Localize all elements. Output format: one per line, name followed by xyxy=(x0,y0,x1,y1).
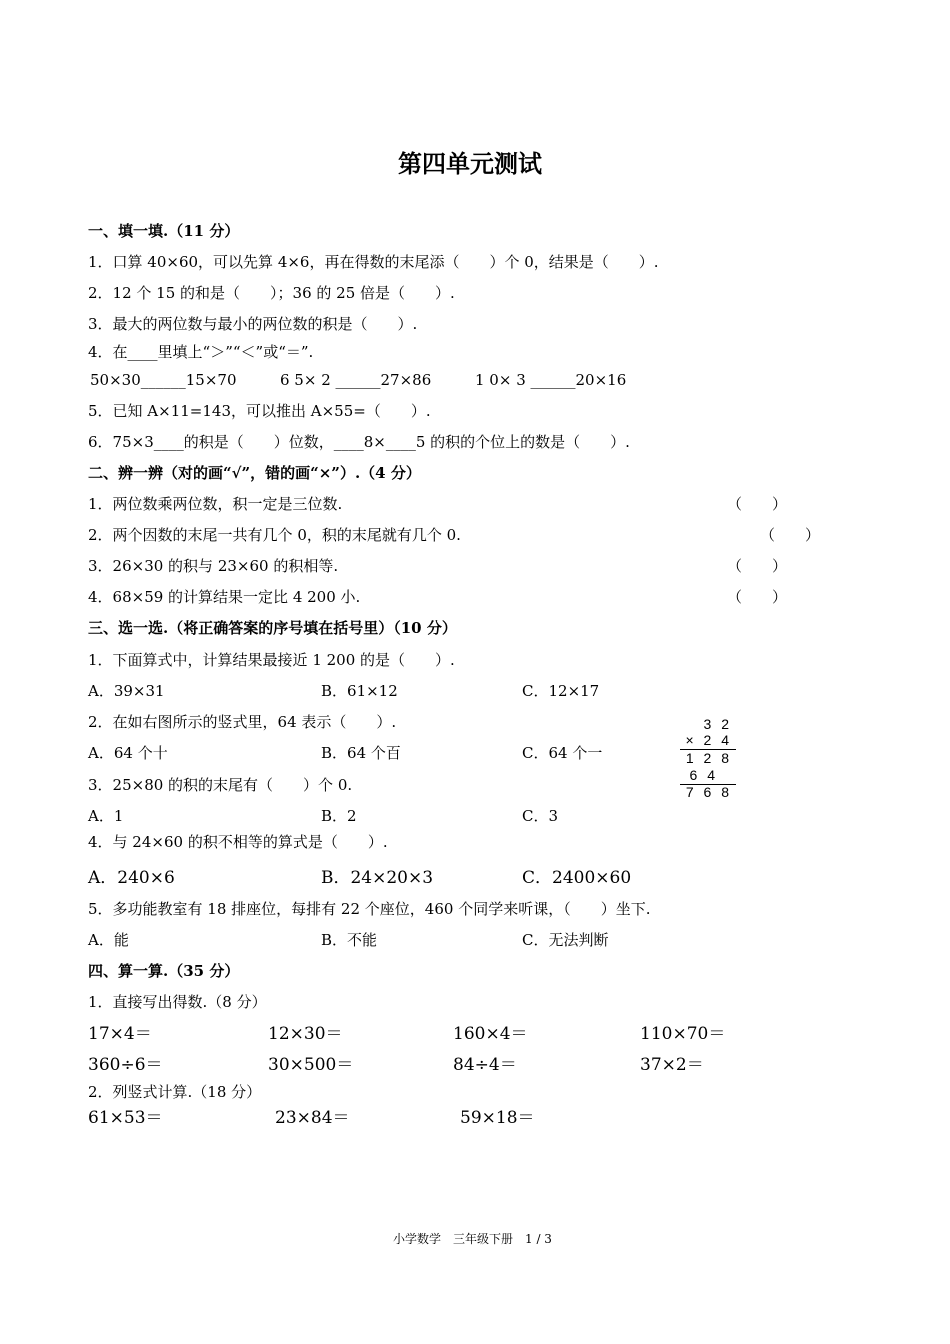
section-3-heading: 三、选一选.（将正确答案的序号填在括号里）（10 分） xyxy=(88,619,457,637)
s3-q4-option-a: A．240×6 xyxy=(88,868,175,888)
s4-q1-r1-c2: 12×30＝ xyxy=(268,1024,343,1044)
s3-q5-option-a: A．能 xyxy=(88,931,129,949)
s4-q2-c2: 23×84＝ xyxy=(275,1108,350,1128)
s4-q1-r1-c1: 17×4＝ xyxy=(88,1024,152,1044)
s3-q3-option-b: B．2 xyxy=(321,807,357,825)
s1-q4-compare-1: 50×30______15×70 xyxy=(90,371,237,389)
vertical-row-1: 3 2 xyxy=(703,716,732,732)
s2-item-3: 3．26×30 的积与 23×60 的积相等. xyxy=(88,557,339,575)
s3-q2-option-b: B．64 个百 xyxy=(321,744,401,762)
s4-q2-c1: 61×53＝ xyxy=(88,1108,163,1128)
s1-question-5: 5．已知 A×11=143，可以推出 A×55=（ ）. xyxy=(88,402,431,420)
s4-question-2: 2．列竖式计算.（18 分） xyxy=(88,1083,262,1101)
s2-item-1: 1．两位数乘两位数，积一定是三位数. xyxy=(88,495,343,513)
s3-q3-option-c: C．3 xyxy=(522,807,559,825)
s4-q1-r2-c1: 360÷6＝ xyxy=(88,1055,163,1075)
s2-bracket-3: （ ） xyxy=(727,557,788,575)
page-footer: 小学数学 三年级下册 1 / 3 xyxy=(393,1232,552,1246)
page-title: 第四单元测试 xyxy=(398,149,542,178)
s3-q5-option-c: C．无法判断 xyxy=(522,931,609,949)
s3-q2-option-c: C．64 个一 xyxy=(522,744,603,762)
s1-question-1: 1．口算 40×60，可以先算 4×6，再在得数的末尾添（ ）个 0，结果是（ ）. xyxy=(88,253,659,271)
s3-q5-option-b: B．不能 xyxy=(321,931,378,949)
s1-question-3: 3．最大的两位数与最小的两位数的积是（ ）. xyxy=(88,315,418,333)
s1-question-4: 4．在____里填上“＞”“＜”或“＝”. xyxy=(88,343,314,361)
s3-question-1: 1．下面算式中，计算结果最接近 1 200 的是（ ）. xyxy=(88,651,455,669)
s4-q1-r2-c2: 30×500＝ xyxy=(268,1055,354,1075)
section-1-heading: 一、填一填.（11 分） xyxy=(88,222,240,240)
s3-question-5: 5．多功能教室有 18 排座位，每排有 22 个座位，460 个同学来听课，（ ）坐下. xyxy=(88,900,651,918)
s4-q2-c3: 59×18＝ xyxy=(460,1108,535,1128)
s3-q1-option-c: C．12×17 xyxy=(522,682,600,700)
vertical-row-2: × 2 4 xyxy=(685,732,732,748)
s4-q1-r2-c4: 37×2＝ xyxy=(640,1055,704,1075)
s2-item-2: 2．两个因数的末尾一共有几个 0，积的末尾就有几个 0. xyxy=(88,526,461,544)
s2-bracket-2: （ ） xyxy=(760,526,821,544)
s1-q4-compare-3: 1 0× 3 ______20×16 xyxy=(475,371,627,389)
section-4-heading: 四、算一算.（35 分） xyxy=(88,962,240,980)
s3-question-2: 2．在如右图所示的竖式里，64 表示（ ）. xyxy=(88,713,397,731)
s3-q1-option-b: B．61×12 xyxy=(321,682,398,700)
s4-q1-r1-c4: 110×70＝ xyxy=(640,1024,726,1044)
s3-q3-option-a: A．1 xyxy=(88,807,124,825)
vertical-multiplication-figure xyxy=(678,716,738,798)
s1-q4-compare-2: 6 5× 2 ______27×86 xyxy=(280,371,432,389)
vertical-row-5: 7 6 8 xyxy=(685,784,732,800)
s1-question-6: 6．75×3____的积是（ ）位数，____8×____5 的积的个位上的数是（ ）. xyxy=(88,433,630,451)
s3-q2-option-a: A．64 个十 xyxy=(88,744,168,762)
s3-question-4: 4．与 24×60 的积不相等的算式是（ ）. xyxy=(88,833,388,851)
s4-q1-r2-c3: 84÷4＝ xyxy=(453,1055,517,1075)
s4-question-1: 1．直接写出得数.（8 分） xyxy=(88,993,267,1011)
s2-bracket-4: （ ） xyxy=(727,588,788,606)
s1-question-2: 2．12 个 15 的和是（ ）；36 的 25 倍是（ ）. xyxy=(88,284,455,302)
s4-q1-r1-c3: 160×4＝ xyxy=(453,1024,528,1044)
s3-q4-option-c: C．2400×60 xyxy=(522,868,632,888)
section-2-heading: 二、辨一辨（对的画“√”，错的画“×”）.（4 分） xyxy=(88,464,421,482)
vertical-row-3: 1 2 8 xyxy=(685,750,732,766)
s2-bracket-1: （ ） xyxy=(727,495,788,513)
s3-q4-option-b: B．24×20×3 xyxy=(321,868,434,888)
s2-item-4: 4．68×59 的计算结果一定比 4 200 小. xyxy=(88,588,361,606)
s3-question-3: 3．25×80 的积的末尾有（ ）个 0. xyxy=(88,776,353,794)
vertical-row-4: 6 4 xyxy=(689,767,718,783)
s3-q1-option-a: A．39×31 xyxy=(88,682,165,700)
